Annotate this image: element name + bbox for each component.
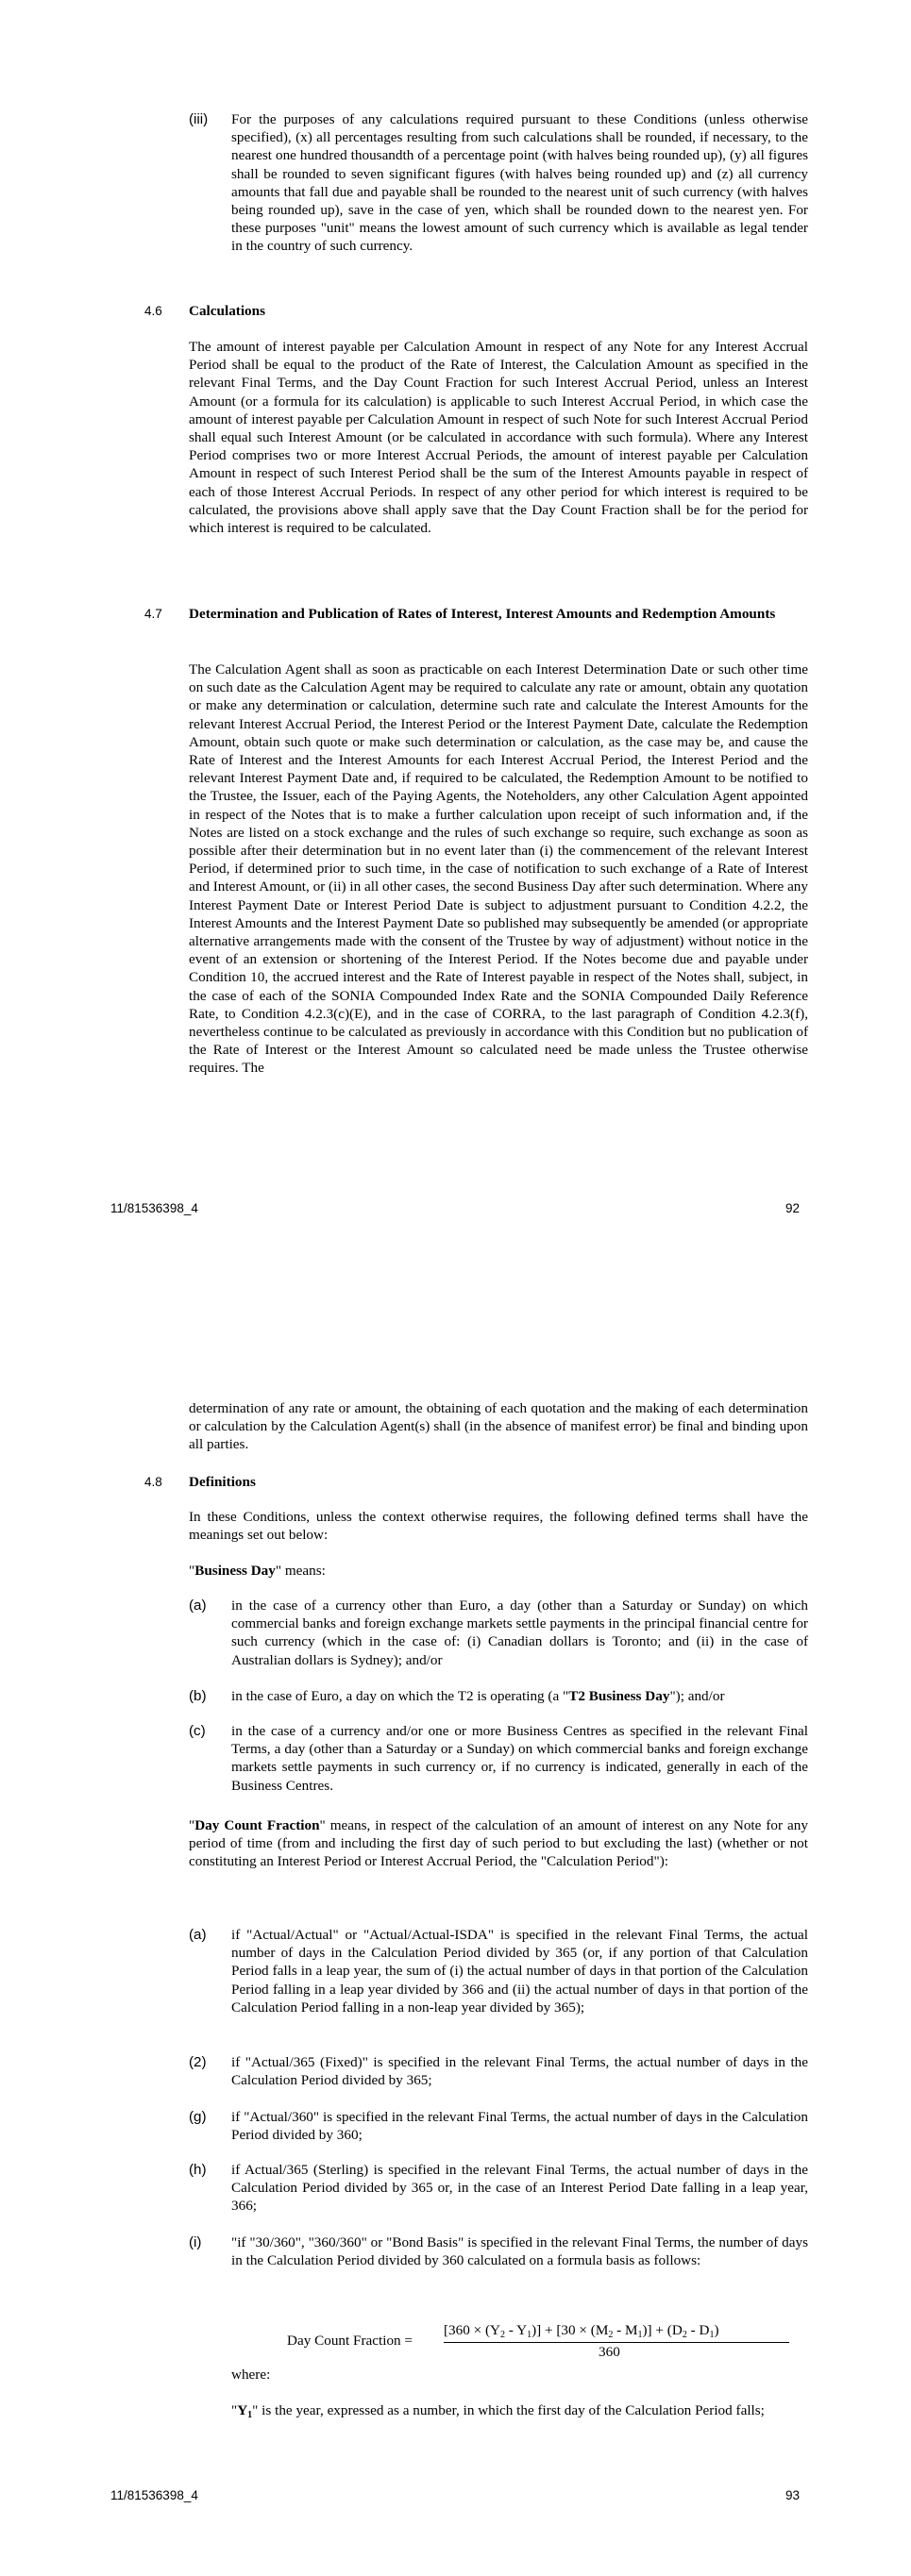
y1-text: " is the year, expressed as a number, in which the first day of the Calculation Period falls; <box>252 2402 765 2418</box>
footer-doc-id: 11/81536398_4 <box>110 1201 198 1215</box>
business-day-item-b-text <box>231 1687 808 1705</box>
business-day-item-b-label: (b) <box>189 1688 207 1704</box>
business-day-item-a-text: in the case of a currency other than Euro, a day (other than a Saturday or Sunday) on which commercial banks and foreign exchange markets settle payments in the principal financial centre for such currency (which in the case of: (i) Canadian dollars is Toronto; and (ii) in the case of Australian dollars is Sydney); and/or <box>231 1597 808 1668</box>
section-4-6-number: 4.6 <box>144 304 162 318</box>
continuation-text: determination of any rate or amount, the obtaining of each quotation and the making of each determination or calculation by the Calculation Agent(s) shall (in the absence of manifest error) be final and binding upon all parties. <box>189 1400 808 1453</box>
day-count-item-g-label: (g) <box>189 2109 207 2125</box>
business-day-means: " means: <box>275 1563 326 1579</box>
formula-denominator: 360 <box>599 2344 620 2360</box>
footer-doc-id: 11/81536398_4 <box>110 2488 198 2502</box>
section-4-7-text: The Calculation Agent shall as soon as practicable on each Interest Determination Date or such other time on such date as the Calculation Agent may be required to calculate any rate or amount, obtain any quotation or make any determination or calculation, determine such rate and calculate the Interest Amounts for the relevant Interest Accrual Period, the Interest Period or the Interest Payment Date, calculate the Redemption Amount, obtain such quote or make such determination or calculation, as the case may be, and cause the Rate of Interest and the Interest Amounts for each Interest Accrual Period, the Interest Period and the relevant Interest Payment Date and, if required to be calculated, the Redemption Amount to be notified to the Trustee, the Issuer, each of the Paying Agents, the Noteholders, any other Calculation Agent appointed in respect of the Notes that is to make a further calculation upon receipt of such information and, if the Notes are listed on a stock exchange and the rules of such exchange so require, such exchange as soon as possible after their determination but in no event later than (i) the commencement of the relevant Interest Period, if determined prior to such time, in the case of notification to such exchange of a Rate of Interest and Interest Amount, or (ii) in all other cases, the second Business Day after such determination. Where any Interest Payment Date or Interest Period Date is subject to adjustment pursuant to Condition 4.2.2, the Interest Amounts and the Interest Payment Date so published may subsequently be amended (or appropriate alternative arrangements made with the consent of the Trustee by way of adjustment) without notice in the event of an extension or shortening of the Interest Period. If the Notes become due and payable under Condition 10, the accrued interest and the Rate of Interest payable in respect of the Notes shall, subject, in the case of each of the SONIA Compounded Index Rate and the SONIA Compounded Daily Reference Rate, to Condition 4.2.3(c)(E), and in the case of CORRA, to the last paragraph of Condition 4.2.3(f), nevertheless continue to be calculated as previously in accordance with this Condition but no publication of the Rate of Interest or the Interest Amount so calculated need be made unless the Trustee otherwise requires. The <box>189 661 808 1077</box>
section-4-8-number: 4.8 <box>144 1475 162 1489</box>
footer-page-number: 93 <box>785 2488 801 2502</box>
day-count-item-a-text: if "Actual/Actual" or "Actual/Actual-ISDA" is specified in the relevant Final Terms, the actual number of days in the Calculation Period divided by 365 (or, if any portion of that Calculation Period falls in a leap year, the sum of (i) the actual number of days in that portion of the Calculation Period falling in a leap year divided by 366 and (ii) the actual number of days in that portion of the Calculation Period falling in a non-leap year divided by 365); <box>231 1927 808 2016</box>
day-count-item-2-text: if "Actual/365 (Fixed)" is specified in the relevant Final Terms, the actual number of days in the Calculation Period divided by 365; <box>231 2054 808 2089</box>
day-count-fraction-text: " means, in respect of the calculation of an amount of interest on any Note for any period of time (from and including the first day of such period to but excluding the last) (whether or not constituting an Interest Period or Interest Accrual Period, the "Calculation Period"): <box>189 1817 808 1870</box>
item-iii-label: (iii) <box>189 111 209 127</box>
business-day-definition: "Business Day" means: <box>189 1563 326 1579</box>
where-label: where: <box>231 2367 271 2383</box>
business-day-item-c-text: in the case of a currency and/or one or more Business Centres as specified in the relevant Final Terms, a day (other than a Saturday or a Sunday) on which commercial banks and foreign exchange markets settle payments in such currency or, if no currency is indicated, generally in each of the Business Centres. <box>231 1723 808 1794</box>
t2-business-day-term: T2 Business Day <box>568 1688 670 1704</box>
day-count-item-g-text: if "Actual/360" is specified in the relevant Final Terms, the actual number of days in the Calculation Period divided by 360; <box>231 2109 808 2144</box>
formula-numerator: $[360 \times (Y_2 - Y_1)] + [30 \times (M_2 - M_1)] + (D_2 - D_1)$ <box>444 2322 719 2340</box>
y1-term: $Y_1$ <box>237 2402 253 2420</box>
day-count-item-a-label: (a) <box>189 1927 207 1943</box>
page-93 <box>0 1288 911 2576</box>
formula-fraction-bar <box>444 2342 789 2343</box>
day-count-item-i-text: "if "30/360", "360/360" or "Bond Basis" is specified in the relevant Final Terms, the number of days in the Calculation Period divided by 360 calculated on a formula basis as follows: <box>231 2234 808 2269</box>
business-day-term: Business Day <box>194 1563 276 1579</box>
section-4-7-title: Determination and Publication of Rates of Interest, Interest Amounts and Redemption Amounts <box>189 606 776 622</box>
item-b-post: "); and/or <box>669 1688 725 1704</box>
business-day-item-a-label: (a) <box>189 1597 207 1614</box>
day-count-fraction-formula <box>283 2322 812 2364</box>
item-iii-text: For the purposes of any calculations required pursuant to these Conditions (unless otherwise specified), (x) all percentages resulting from such calculations shall be rounded, if necessary, to the nearest one hundred thousandth of a percentage point (with halves being rounded up), (y) all figures shall be rounded to seven significant figures (with halves being rounded up) and (z) all currency amounts that fall due and payable shall be rounded to the nearest unit of such currency (with halves being rounded up), save in the case of yen, which shall be rounded down to the nearest yen. For these purposes "unit" means the lowest amount of such currency which is available as legal tender in the country of such currency. <box>231 111 808 255</box>
formula-lhs: Day Count Fraction = <box>287 2333 413 2349</box>
footer-page-number: 92 <box>785 1201 801 1215</box>
y1-definition: "$Y_1$" is the year, expressed as a number, in which the first day of the Calculation Period falls; <box>231 2402 765 2420</box>
day-count-item-h-label: (h) <box>189 2162 207 2178</box>
day-count-fraction-term: Day Count Fraction <box>194 1817 320 1833</box>
item-b-pre: in the case of Euro, a day on which the T2 is operating (a " <box>231 1688 569 1704</box>
section-4-6-title: Calculations <box>189 303 266 319</box>
day-count-fraction-definition: "Day Count Fraction" means, in respect of the calculation of an amount of interest on any Note for any period of time (from and including the first day of such period to but excluding the last) (whether or not constituting an Interest Period or Interest Accrual Period, the "Calculation Period"): <box>189 1817 808 1870</box>
day-count-item-2-label: (2) <box>189 2054 207 2070</box>
day-count-item-h-text: if Actual/365 (Sterling) is specified in the relevant Final Terms, the actual number of days in the Calculation Period divided by 365 or, in the case of an Interest Period Date falling in a leap year, 366; <box>231 2162 808 2215</box>
day-count-item-i-label: (i) <box>189 2234 202 2250</box>
section-4-7-number: 4.7 <box>144 607 162 621</box>
definitions-intro: In these Conditions, unless the context otherwise requires, the following defined terms shall have the meanings set out below: <box>189 1509 808 1544</box>
business-day-item-c-label: (c) <box>189 1723 206 1739</box>
section-4-8-title: Definitions <box>189 1474 256 1490</box>
section-4-6-text: The amount of interest payable per Calculation Amount in respect of any Note for any Interest Accrual Period shall be equal to the product of the Rate of Interest, the Calculation Amount as specified in the relevant Final Terms, and the Day Count Fraction for such Interest Accrual Period, unless an Interest Amount (or a formula for its calculation) is applicable to such Interest Accrual Period, in which case the amount of interest payable per Calculation Amount in respect of such Note for such Interest Accrual Period shall equal such Interest Amount (or be calculated in accordance with such formula). Where any Interest Period comprises two or more Interest Accrual Periods, the amount of interest payable per Calculation Amount in respect of such Interest Period shall be the sum of the Interest Amounts payable in respect of each of those Interest Accrual Periods. In respect of any other period for which interest is required to be calculated, the provisions above shall apply save that the Day Count Fraction shall be for the period for which interest is required to be calculated. <box>189 339 808 537</box>
